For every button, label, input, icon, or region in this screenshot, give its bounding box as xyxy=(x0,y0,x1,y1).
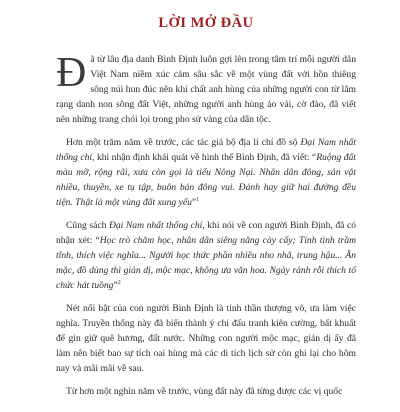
quotation: Ruộng đất màu mỡ, rộng rãi, xưa còn gọi là tiểu Nông Nại. Nhân dân đông, sản vật nhiều, thuyền, xe tụ tập, buôn bán đông vui. Đánh hay giữ hai đường đều tiện. Thật là một vùng đất xung yếu xyxy=(56,152,356,208)
paragraph-4-text: Nét nổi bật của con người Bình Định là tinh thần thượng võ, ưa làm việc nghĩa. Truyền thống này đã biến thành ý chí đấu tranh kiên cường, bất khuất để gìn giữ quê hương, đất nước. Những con người mộc mạc, giản dị ấy đã làm nên biết bao sự tích oai hùng mà các di tích lịch sử còn ghi lại cho hôm nay và mãi mãi về sau. xyxy=(56,303,356,374)
page-title: LỜI MỞ ĐẦU xyxy=(158,15,254,31)
paragraph-2-mid: , khi nhận định khái quát về hình thế Bình Định, đã viết: “ xyxy=(92,152,317,163)
quotation: Học trò chăm học, nhân dân siêng năng cày cấy; Tính tình trầm tĩnh, thích việc nghĩa... Người học thức phần nhiều nho nhã, trung hậu... Ăn mặc, đồ dùng thì giản dị, mộc mạc, không ưa văn hoa. Ngày rảnh rỗi thích tổ chức hát tuồng xyxy=(56,235,356,291)
paragraph-1 xyxy=(56,52,356,127)
paragraph-5-text: Từ hơn một nghìn năm về trước, vùng đất này đã từng được các vị quốc xyxy=(66,386,343,397)
paragraph-3-mid: , khi nói về con người Bình Định, đã có nhận xét: “ xyxy=(56,220,356,246)
body-text xyxy=(56,52,356,399)
drop-cap: Đ xyxy=(56,50,87,96)
paragraph-2 xyxy=(56,135,356,210)
paragraph-3 xyxy=(56,218,356,293)
document-page xyxy=(0,12,400,412)
paragraph-3-pre: Cũng sách xyxy=(66,220,109,231)
paragraph-1-text: ã từ lâu địa danh Bình Định luôn gợi lên trong tâm trí mỗi người dân Việt Nam niềm xúc cảm sâu sắc về một vùng đất với hồn thiêng sông núi hun đúc nên khí chất anh hùng của những người con từ lâm rạng danh non sông đất Việt, những người anh hùng áo vải, cờ đào, đã viết nên những trang chói lọi trong pho sử vàng của dân tộc. xyxy=(56,54,356,125)
book-title: Đại Nam nhất thống chí xyxy=(108,220,203,231)
footnote-marker: 1 xyxy=(196,196,200,203)
paragraph-2-pre: Hơn một trăm năm về trước, các tác giả bộ địa lí chí đồ sộ xyxy=(66,137,301,148)
paragraph-5 xyxy=(56,384,356,399)
quote-close: ” xyxy=(191,197,197,208)
book-title: Đại Nam nhất thống chí xyxy=(56,137,356,163)
paragraph-4 xyxy=(56,301,356,376)
quote-close: ” xyxy=(113,280,118,291)
footnote-marker: 2 xyxy=(117,279,121,286)
